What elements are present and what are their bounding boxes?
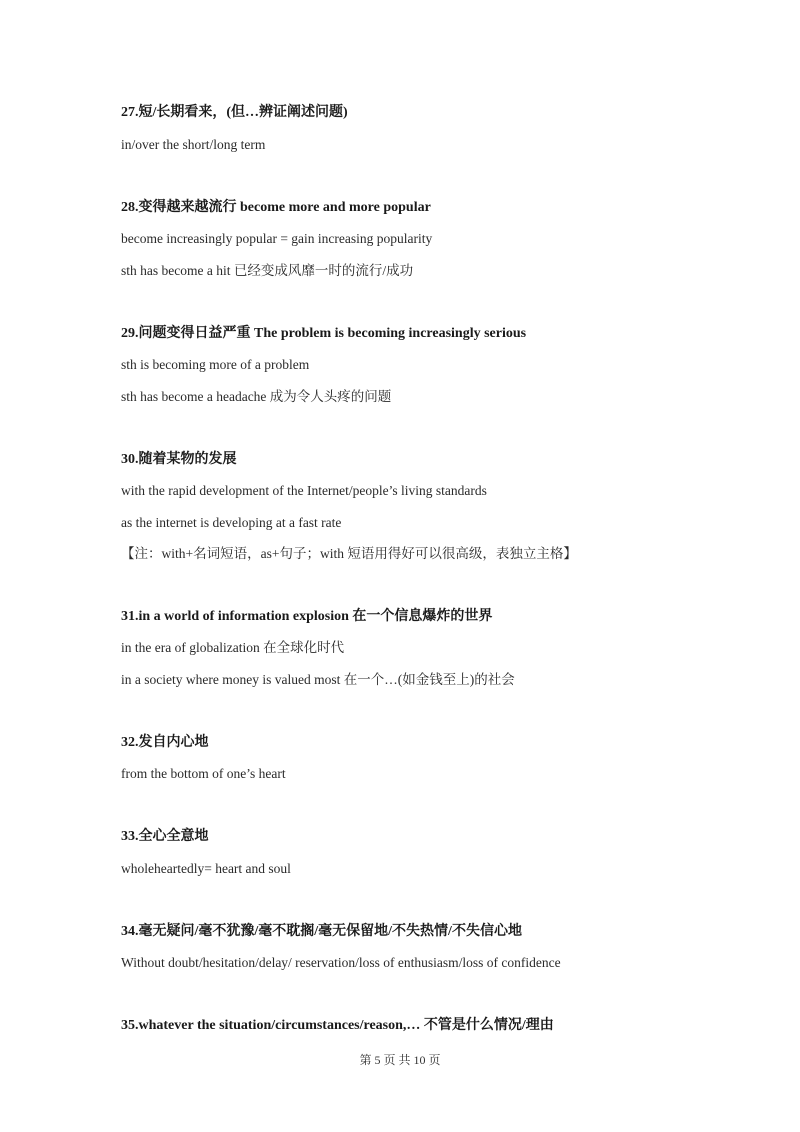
entry-30-heading: 30.随着某物的发展 (121, 452, 237, 467)
entry-28-line-2: sth has become a hit 已经变成风靡一时的流行/成功 (121, 263, 414, 278)
entry-30-line-1: with the rapid development of the Internet/people’s living standards (121, 483, 487, 498)
entry-34-heading: 34.毫无疑问/毫不犹豫/毫不耽搁/毫无保留地/不失热情/不失信心地 (121, 924, 522, 939)
entry-27-heading: 27.短/长期看来，(但…辨证阐述问题) (121, 105, 348, 120)
entry-28-heading: 28.变得越来越流行 become more and more popular (121, 200, 431, 215)
entry-29-line-1: sth is becoming more of a problem (121, 357, 310, 372)
entry-29-line-2: sth has become a headache 成为令人头疼的问题 (121, 389, 392, 404)
entry-31-line-1: in the era of globalization 在全球化时代 (121, 640, 345, 655)
entry-33-line-1: wholeheartedly= heart and soul (121, 861, 291, 876)
entry-29-heading: 29.问题变得日益严重 The problem is becoming increasingly serious (121, 326, 527, 341)
page-number-footer: 第 5 页 共 10 页 (359, 1053, 441, 1067)
entry-33-heading: 33.全心全意地 (121, 829, 209, 844)
entry-31-line-2: in a society where money is valued most 在一个…(如金钱至上)的社会 (121, 672, 515, 687)
entry-31-heading: 31.in a world of information explosion 在一个信息爆炸的世界 (121, 609, 493, 624)
entry-32-line-1: from the bottom of one’s heart (121, 766, 286, 781)
entry-35-heading: 35.whatever the situation/circumstances/reason,… 不管是什么情况/理由 (121, 1018, 554, 1033)
entry-30-note: 【注：with+名词短语，as+句子；with 短语用得好可以很高级，表独立主格】 (121, 546, 577, 561)
entry-27-line-1: in/over the short/long term (121, 137, 266, 152)
entry-28-line-1: become increasingly popular = gain increasing popularity (121, 231, 433, 246)
entry-34-line-1: Without doubt/hesitation/delay/ reservation/loss of enthusiasm/loss of confidence (121, 955, 561, 970)
entry-30-line-2: as the internet is developing at a fast rate (121, 515, 342, 530)
entry-32-heading: 32.发自内心地 (121, 735, 209, 750)
